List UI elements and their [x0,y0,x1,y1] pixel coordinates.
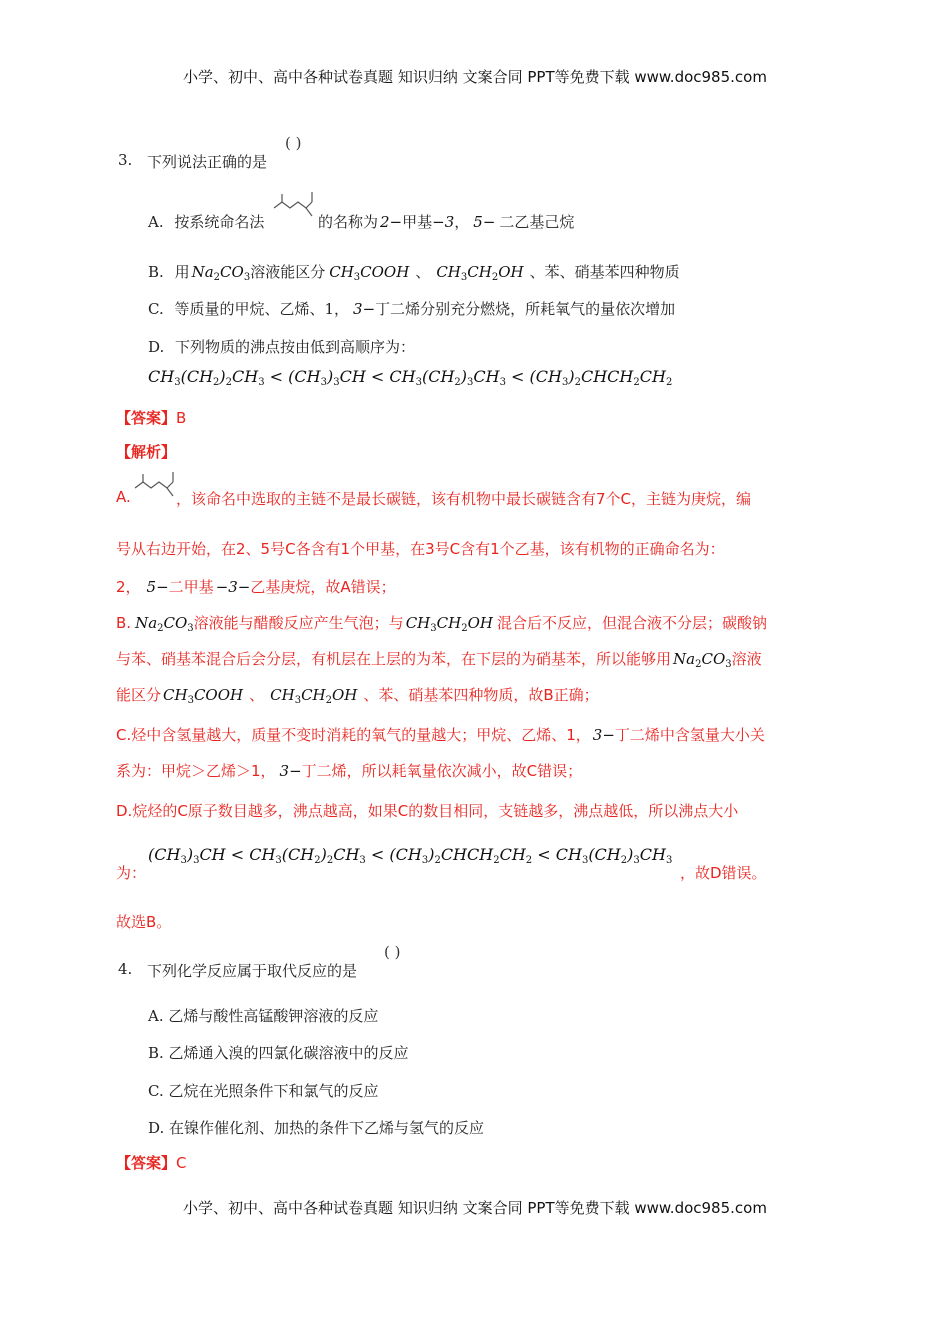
math-locant: 3− [353,300,376,318]
exp-text: 丁二烯中含氢量大小关 [614,726,765,744]
q3-number: 3. [118,151,133,169]
formula-acetic-acid: $CH_3COOH$ [329,263,410,283]
exp-a-line3 [116,576,396,597]
math-locant: 2− [380,213,403,231]
exp-text: C.烃中含氢量越大，质量不变时消耗的氧气的量越大；甲烷、乙烯、1， [116,726,591,744]
exp-text: 二甲基 [168,578,214,596]
exp-text: 溶液能与醋酸反应产生气泡；与 [193,614,404,632]
exp-b-line3 [116,684,599,706]
formula-na2co3: $Na_2CO_3$ [673,650,732,670]
q4-answer [116,1152,187,1173]
answer-label: 【答案】 [116,409,177,427]
q4-number: 4. [118,960,133,978]
option-text: 溶液能区分 [250,263,326,281]
option-text: 等质量的甲烷、乙烯、1， [174,300,350,318]
q4-option-c: C. 乙烷在光照条件下和氯气的反应 [148,1082,379,1100]
exp-conclusion: 故选B。 [116,913,172,931]
option-text: ， [454,213,470,231]
exp-text: 溶液 [731,650,762,668]
q4-answer-paren: ( ) [384,943,401,961]
exp-text: 、苯、硝基苯四种物质，故B正确； [363,686,599,704]
math-locant: 5− [473,213,496,231]
page-footer: 小学、初中、高中各种试卷真题 知识归纳 文案合同 PPT等免费下载 www.doc985.com [183,1199,767,1217]
exp-text: 能区分 [116,686,162,704]
answer-value: C [176,1154,187,1172]
option-text: 、 [415,263,431,281]
exp-b-line1 [116,612,767,634]
skeletal-structure-icon [272,190,320,222]
formula-ethanol: $CH_3CH_2OH$ [405,614,493,634]
exp-a-line2: 号从右边开始，在2、5号C各含有1个甲基，在3号C含有1个乙基，该有机物的正确命名为： [116,540,725,558]
math-locant: −3− [215,578,251,596]
page-header: 小学、初中、高中各种试卷真题 知识归纳 文案合同 PPT等免费下载 www.doc985.com [183,68,767,86]
answer-value: B [176,409,187,427]
exp-text: 系为：甲烷＞乙烯＞1， [116,762,276,780]
exp-d-line1: D.烷烃的C原子数目越多，沸点越高，如果C的数目相同，支链越多，沸点越低，所以沸点大小 [116,802,739,820]
option-label: B. [148,263,164,281]
analysis-label: 【解析】 [116,443,177,461]
option-text: 甲基 [402,213,433,231]
option-label: A. [148,213,164,231]
math-locant: 3− [279,762,302,780]
exp-text: B. [116,614,132,632]
q4-option-d: D. 在镍作催化剂、加热的条件下乙烯与氢气的反应 [148,1119,485,1137]
math-locant: 3− [592,726,615,744]
option-text: 丁二烯分别充分燃烧，所耗氧气的量依次增加 [375,300,676,318]
option-text: 按系统命名法 [174,213,265,231]
q3-stem: 下列说法正确的是 [147,153,268,171]
q3-option-a-rest [318,211,574,232]
option-text: 、苯、硝基苯四种物质 [529,263,680,281]
formula-acetic-acid: $CH_3COOH$ [163,686,244,706]
formula-ethanol: $CH_3CH_2OH$ [270,686,358,706]
math-locant: 5− [146,578,169,596]
q3-answer-paren: ( ) [285,134,302,152]
q4-stem: 下列化学反应属于取代反应的是 [147,962,358,980]
q3-answer [116,407,186,428]
option-text: 二乙基己烷 [499,213,575,231]
q4-option-a: A. 乙烯与酸性高锰酸钾溶液的反应 [148,1007,379,1025]
exp-text: 混合后不反应，但混合液不分层；碳酸钠 [496,614,767,632]
q4-option-b: B. 乙烯通入溴的四氯化碳溶液中的反应 [148,1044,409,1062]
option-text: 下列物质的沸点按由低到高顺序为： [175,338,416,356]
exp-text: 与苯、硝基苯混合后会分层，有机层在上层的为苯，在下层的为硝基苯，所以能够用 [116,650,672,668]
option-text: 用 [174,263,190,281]
exp-d-suffix: ，故D错误。 [680,864,767,882]
exp-text: 、 [249,686,265,704]
q3-option-d [148,336,415,357]
formula-ethanol: $CH_3CH_2OH$ [436,263,524,283]
answer-label: 【答案】 [116,1154,177,1172]
boiling-point-order-formula: $CH_3(CH_2)_2CH_3 < (CH_3)_3CH < CH_3(CH_2)_3CH_3$ < $(CH_3)_2CHCH_2CH_2$ [148,367,673,388]
math-locant: −3 [432,213,455,231]
exp-b-line2 [116,648,762,670]
formula-na2co3: $Na_2CO_3$ [191,263,251,283]
q3-option-c [148,298,675,319]
exp-text: 丁二烯，所以耗氧量依次减小，故C错误； [301,762,583,780]
formula-na2co3: $Na_2CO_3$ [135,614,194,634]
exp-c-line2 [116,760,582,781]
exp-c-line1 [116,724,765,745]
skeletal-structure-icon [133,470,179,500]
option-label: D. [148,338,165,356]
exp-d-formula: $(CH_3)_3CH < CH_3(CH_2)_2CH_3$ < $(CH_3)_2CHCH_2CH_2 < CH_3(CH_2)_3CH_3$ [148,845,673,866]
exp-a-prefix: A. [116,488,131,506]
exp-d-prefix: 为： [116,864,147,882]
exp-text: 2， [116,578,141,596]
exp-a-line1: ，该命名中选取的主链不是最长碳链，该有机物中最长碳链含有7个C，主链为庚烷，编 [176,490,752,508]
option-label: C. [148,300,164,318]
option-text: 的名称为 [318,213,379,231]
q3-option-a [148,211,264,232]
q3-option-b [148,261,680,283]
exp-text: 乙基庚烷，故A错误； [250,578,396,596]
q3-analysis-label [116,441,176,462]
